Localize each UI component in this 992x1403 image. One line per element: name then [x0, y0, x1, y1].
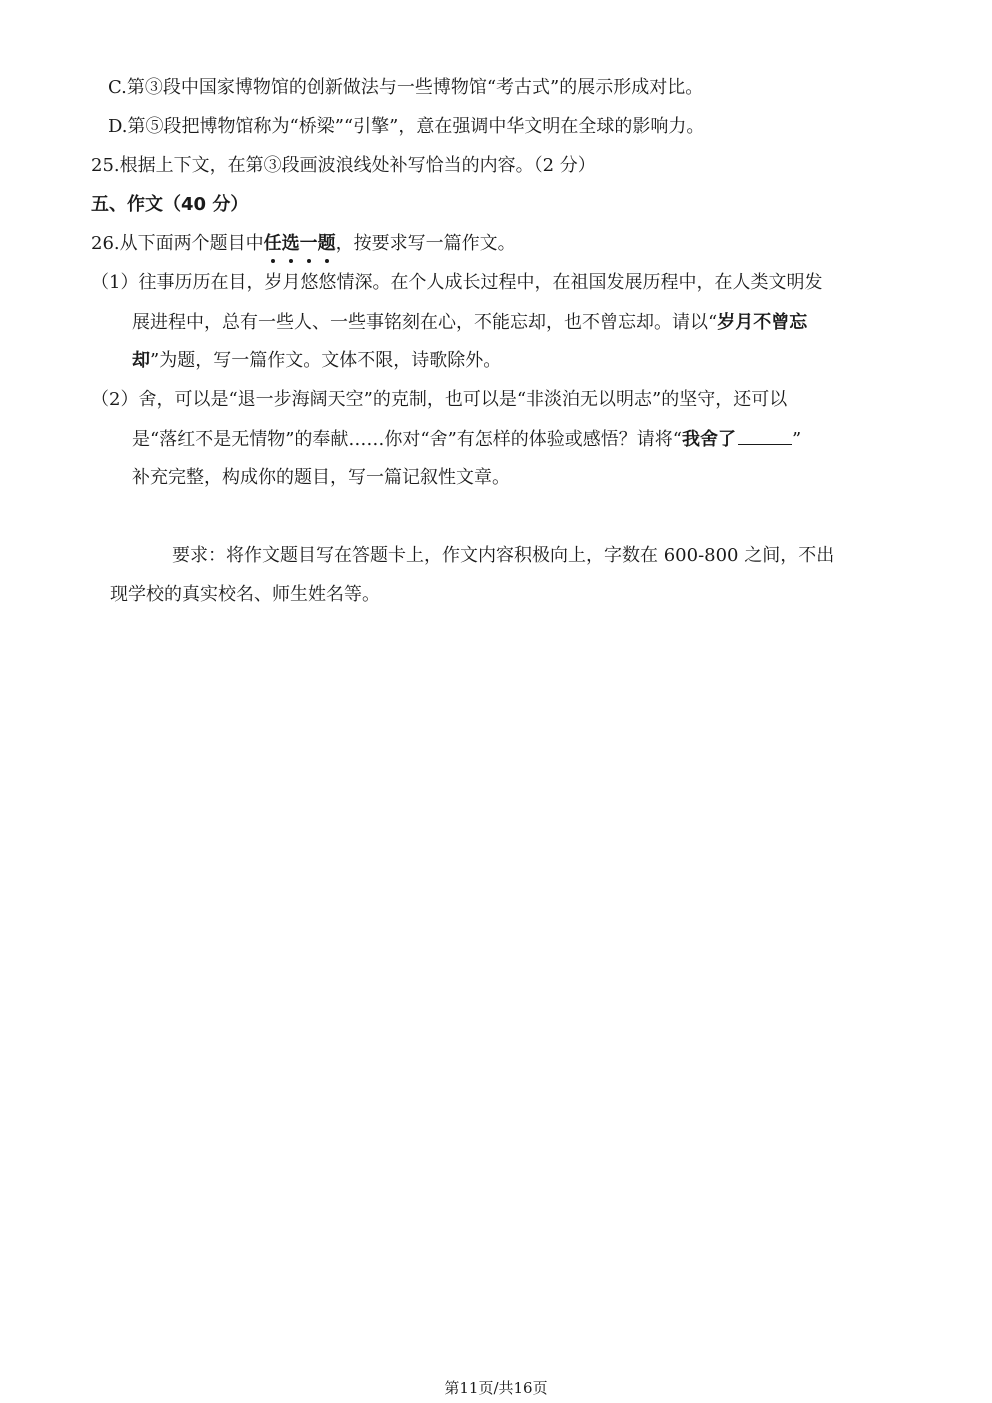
- page-number: 第11页/共16页: [444, 1379, 548, 1397]
- q26-prefix: 26.从下面两个题目中: [91, 233, 264, 254]
- section-five-heading: 五、作文（40 分）: [91, 194, 249, 215]
- question-25: 25.根据上下文，在第③段画波浪线处补写恰当的内容。（2 分）: [91, 155, 596, 176]
- question-26: [91, 231, 516, 257]
- topic-1-title-part-2: 却: [132, 350, 150, 371]
- topic-2-line-3: 补充完整，构成你的题目，写一篇记叙性文章。: [132, 467, 510, 488]
- topic-2-line-2: [132, 426, 801, 453]
- topic-2-blank: [738, 426, 792, 445]
- q26-emph-char-4: 题: [318, 231, 336, 257]
- topic-2-line-1: （2）舍，可以是“退一步海阔天空”的克制，也可以是“非淡泊无以明志”的坚守，还可以: [91, 389, 788, 410]
- topic-2-close-quote: ”: [792, 429, 802, 450]
- option-c: C.第③段中国家博物馆的创新做法与一些博物馆“考古式”的展示形成对比。: [108, 77, 704, 98]
- topic-1-line-3: [132, 348, 501, 374]
- topic-1-line-1: （1）往事历历在目，岁月悠悠情深。在个人成长过程中，在祖国发展历程中，在人类文明发: [91, 272, 823, 293]
- topic-1-line-2: [132, 310, 807, 336]
- q26-emph-char-1: 任: [264, 231, 282, 257]
- q26-suffix: ，按要求写一篇作文。: [335, 233, 516, 254]
- q26-emph-char-3: 一: [300, 231, 318, 257]
- topic-1-title-part-1: 岁月不曾忘: [717, 312, 808, 333]
- requirement-line-2: 现学校的真实校名、师生姓名等。: [110, 584, 380, 605]
- topic-2-line-2-text: 是“落红不是无情物”的奉献……你对“舍”有怎样的体验或感悟？请将“: [132, 429, 683, 450]
- requirement-line-1: 要求：将作文题目写在答题卡上，作文内容积极向上，字数在 600-800 之间，不出: [172, 545, 835, 566]
- option-d: D.第⑤段把博物馆称为“桥梁”“引擎”，意在强调中华文明在全球的影响力。: [108, 116, 705, 137]
- topic-1-line-2-text: 展进程中，总有一些人、一些事铭刻在心，不能忘却，也不曾忘却。请以“: [132, 312, 718, 333]
- topic-2-title: 我舍了: [682, 429, 737, 450]
- q26-emph-char-2: 选: [282, 231, 300, 257]
- topic-1-line-3-text: ”为题，写一篇作文。文体不限，诗歌除外。: [150, 350, 502, 371]
